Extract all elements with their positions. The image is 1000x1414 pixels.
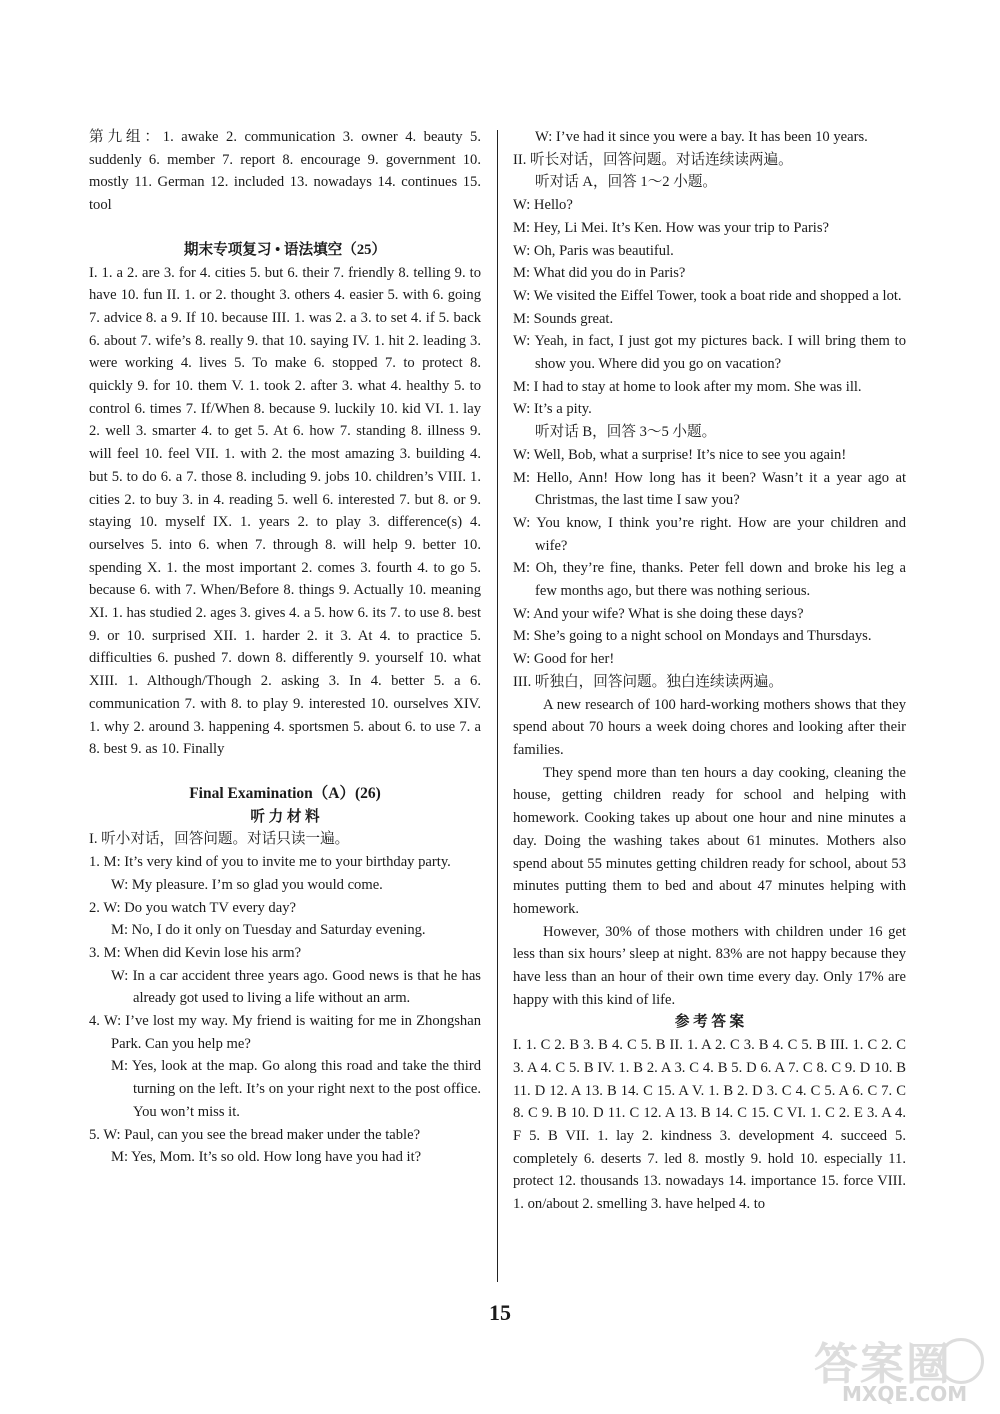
dialogue-b-line: M: Oh, they’re fine, thanks. Peter fell down and broke his leg a few months ago, but there was nothing serious. — [513, 560, 906, 600]
dialogue-a-line: W: Oh, Paris was beautiful. — [513, 242, 674, 259]
dialogue-3-line-2: W: In a car accident three years ago. Good news is that he has already got used to living a life without an arm. — [111, 967, 481, 1007]
dialogue-a-line: W: Hello? — [513, 197, 573, 214]
answers-title: 参 考 答 案 — [674, 1014, 745, 1031]
dialogue-a-line: M: Sounds great. — [513, 310, 614, 327]
dialogue-b-line: W: And your wife? What is she doing these days? — [513, 605, 804, 622]
page-number: 15 — [489, 1300, 511, 1325]
part3-heading: III. 听独白，回答问题。独白连续读两遍。 — [513, 673, 783, 690]
column-divider — [497, 130, 498, 1282]
exam-title: Final Examination（A）(26) — [189, 784, 381, 802]
dialogue-5-line-2: M: Yes, Mom. It’s so old. How long have you had it? — [111, 1149, 422, 1166]
monologue-paragraph-2: They spend more than ten hours a day cooking, cleaning the house, getting children ready for school and helping with homework. Cooking takes up about one hour and nine minutes a day. Doing the washing takes about 61 minutes. Mothers also spend about 55 minutes getting children ready for school, about 53 minutes putting them to bed and about 47 minutes helping with homework. — [513, 764, 906, 917]
watermark-logo — [792, 1328, 992, 1408]
dialogue-b-line: W: Good for her! — [513, 651, 615, 668]
grammar-section-title: 期末专项复习 • 语法填空（25） — [183, 241, 387, 258]
dialogue-b-line: M: Hello, Ann! How long has it been? Wasn’t it a year ago at Christmas, the last time I saw you? — [513, 469, 906, 509]
monologue-paragraph-3: However, 30% of those mothers with children under 16 get less than six hours’ sleep at night. 83% are not happy because they have less than an hour of their own time every day. Only 17% are happy with this kind of life. — [513, 923, 906, 1008]
right-column — [513, 126, 906, 1216]
watermark-circle-icon — [938, 1338, 984, 1384]
dialogue-b-line: W: Well, Bob, what a surprise! It’s nice to see you again! — [513, 446, 847, 463]
dialogue-5-line-3: W: I’ve had it since you were a bay. It has been 10 years. — [535, 129, 868, 145]
dialogue-b-line: W: You know, I think you’re right. How are your children and wife? — [513, 514, 906, 554]
dialogue-a-line: W: It’s a pity. — [513, 401, 592, 418]
watermark-text: 答案圈 — [814, 1339, 952, 1390]
part2-heading: II. 听长对话，回答问题。对话连续读两遍。 — [513, 151, 793, 168]
watermark-url: MXQE.COM — [842, 1382, 968, 1406]
dialogue-4-line-1: 4. W: I’ve lost my way. My friend is waiting for me in Zhongshan Park. Can you help me? — [89, 1013, 481, 1052]
dialogue-2-line-2: M: No, I do it only on Tuesday and Saturday evening. — [111, 922, 426, 939]
answer-key: I. 1. C 2. B 3. B 4. C 5. B II. 1. A 2. C 3. B 4. C 5. B III. 1. C 2. C 3. A 4. C 5. B IV. 1. B 2. A 3. C 4. B 5. D 6. A 7. C 8. C 9. D 10. B 11. D 12. A 13. B 14. C 15. A V. 1. B 2. D 3. C 4. C 5. A 6. C 7. C 8. C 9. B 10. D 11. C 12. A 13. B 14. C 15. C VI. 1. C 2. E 3. A 4. F 5. B VII. 1. lay 2. kindness 3. development 4. succeed 5. completely 6. deserts 7. led 8. mostly 9. hold 10. especially 11. protect 12. thousands 13. nowadays 14. importance 15. force VIII. 1. on/about 2. smelling 3. have helped 4. to — [513, 1037, 906, 1213]
dialogue-b-heading: 听对话 B，回答 3～5 小题。 — [535, 424, 717, 441]
monologue-paragraph-1: A new research of 100 hard-working mothers shows that they spend about 70 hours a week doing chores and looking after their families. — [513, 696, 906, 758]
grammar-answers: I. 1. a 2. are 3. for 4. cities 5. but 6. their 7. friendly 8. telling 9. to have 10. fun II. 1. or 2. thought 3. others 4. easier 5. with 6. going 7. advice 8. a 9. If 10. because III. 1. was 2. a 3. to set 4. if 5. back 6. about 7. wife’s 8. really 9. that 10. saying IV. 1. hit 2. leading 3. were working 4. lives 5. To make 6. stopped 7. to protect 8. quickly 9. for 10. them V. 1. took 2. after 3. what 4. healthy 5. to control 6. times 7. If/When 8. because 9. luckily 10. kid VI. 1. lay 2. well 3. smarter 4. to get 5. At 6. how 7. standing 8. illness 9. will feel 10. feel VII. 1. with 2. the most amazing 3. building 4. but 5. to do 6. a 7. those 8. including 9. jobs 10. children’s VIII. 1. cities 2. to buy 3. in 4. reading 5. well 6. interested 7. but 8. or 9. staying 10. myself IX. 1. years 2. to play 3. difference(s) 4. ourselves 5. into 6. when 7. through 8. will help 9. better 10. spending X. 1. the most important 2. comes 3. fourth 4. to go 5. because 6. with 7. When/Before 8. things 9. Actually 10. meaning XI. 1. has studied 2. ages 3. gives 4. a 5. how 6. its 7. to use 8. best 9. or 10. surprised XII. 1. harder 2. it 3. At 4. to practice 5. difficulties 6. pushed 7. down 8. differently 9. yourself 10. what XIII. 1. Although/Though 2. asking 3. In 4. better 5. a 6. communication 7. with 8. to play 9. interested 10. ourselves XIV. 1. why 2. around 3. happening 4. sportsmen 5. about 6. to use 7. a 8. best 9. as 10. Finally — [89, 264, 481, 758]
dialogue-b-line: M: She’s going to a night school on Mondays and Thursdays. — [513, 628, 872, 645]
part1-heading: I. 听小对话，回答问题。对话只读一遍。 — [89, 831, 350, 848]
listening-title: 听 力 材 料 — [250, 808, 320, 825]
dialogue-a-line: M: I had to stay at home to look after my mom. She was ill. — [513, 378, 862, 395]
dialogue-a-line: M: Hey, Li Mei. It’s Ken. How was your trip to Paris? — [513, 219, 830, 236]
dialogue-4-line-2: M: Yes, look at the map. Go along this road and take the third turning on the left. It’s on your right next to the post office. You won’t miss it. — [111, 1058, 481, 1120]
dialogue-3-line-1: 3. M: When did Kevin lose his arm? — [89, 944, 302, 961]
dialogue-2-line-1: 2. W: Do you watch TV every day? — [89, 899, 296, 916]
dialogue-1-line-2: W: My pleasure. I’m so glad you would come. — [111, 876, 383, 893]
dialogue-5-line-1: 5. W: Paul, can you see the bread maker under the table? — [89, 1126, 421, 1143]
dialogue-a-line: M: What did you do in Paris? — [513, 265, 686, 282]
dialogue-a-line: W: We visited the Eiffel Tower, took a boat ride and shopped a lot. — [513, 287, 902, 304]
dialogue-a-line: W: Yeah, in fact, I just got my pictures back. I will bring them to show you. Where did you go on vacation? — [513, 333, 906, 373]
dialogue-1-line-1: 1. M: It’s very kind of you to invite me to your birthday party. — [89, 854, 451, 871]
dialogue-a-heading: 听对话 A，回答 1～2 小题。 — [535, 174, 718, 191]
left-column — [89, 126, 481, 1169]
group9-vocab: 第九组：1. awake 2. communication 3. owner 4. beauty 5. suddenly 6. member 7. report 8. encourage 9. government 10. mostly 11. German 12. included 13. nowadays 14. continues 15. tool — [89, 129, 481, 214]
